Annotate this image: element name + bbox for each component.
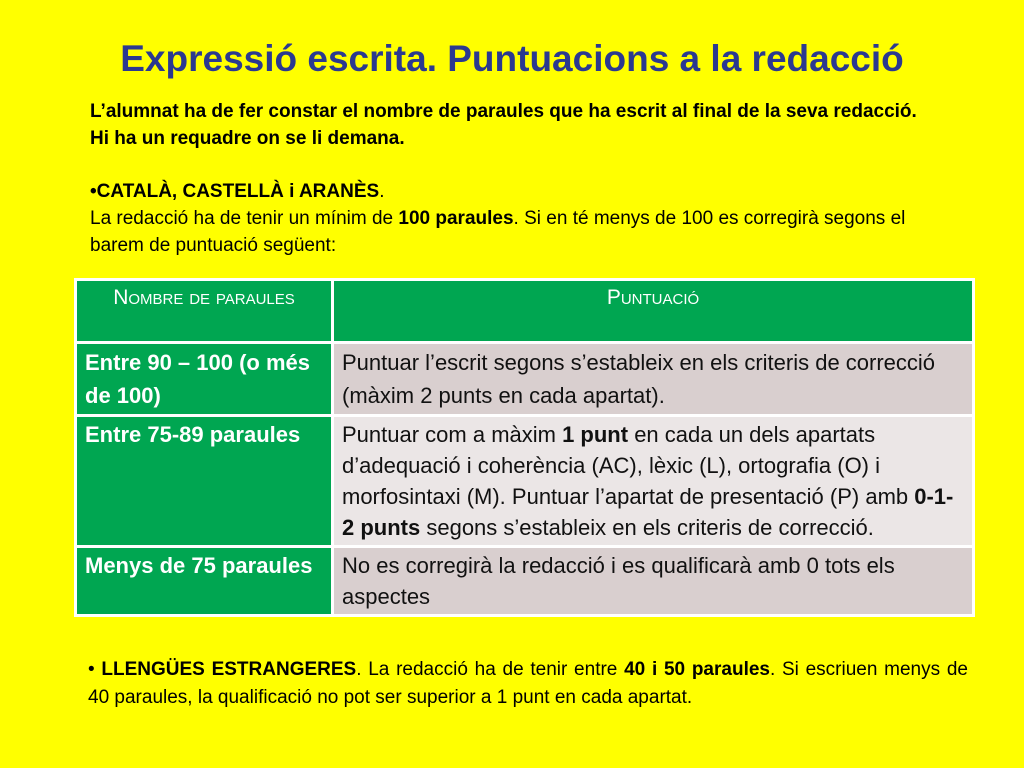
desc-text: segons s’estableix en els criteris de correcció. [420, 515, 874, 540]
catalan-min-words: 100 paraules [398, 208, 514, 229]
table-row [76, 343, 974, 416]
desc-text: en cada un dels apartats d’adequació i coherència (AC), lèxic (L), ortografia (O) i morfosintaxi (M). Puntuar l’apartat de presentació (P) amb [342, 422, 915, 509]
catalan-text-1: La redacció ha de tenir un mínim de [90, 208, 399, 229]
row-description [333, 416, 974, 547]
catalan-section [90, 178, 950, 259]
page-title: Expressió escrita. Puntuacions a la redacció [120, 38, 904, 79]
row-range: Entre 90 – 100 (o més de 100) [76, 343, 333, 416]
row-range: Menys de 75 paraules [76, 547, 333, 616]
header-score: Puntuació [333, 280, 974, 343]
desc-bold: 1 punt [562, 422, 629, 447]
catalan-text-2: . Si en té menys de 100 es corregirà segons el barem de puntuació següent: [90, 208, 906, 256]
foreign-text-1: . La redacció ha de tenir entre [356, 659, 625, 680]
row-description: Puntuar l’escrit segons s’estableix en els criteris de correcció (màxim 2 punts en cada apartat). [333, 343, 974, 416]
row-description: No es corregirà la redacció i es qualificarà amb 0 tots els aspectes [333, 547, 974, 616]
catalan-bullet: • [90, 181, 97, 202]
foreign-range: 40 i 50 paraules [624, 659, 770, 680]
foreign-text-2: . Si escriuen menys de 40 paraules, la qualificació no pot ser superior a 1 punt en cada apartat. [88, 659, 968, 708]
desc-text: Puntuar com a màxim [342, 422, 563, 447]
row-range: Entre 75-89 paraules [76, 416, 333, 547]
foreign-languages-section [88, 656, 968, 712]
desc-bold: 0-1-2 punts [342, 484, 954, 540]
table-header-row [76, 280, 974, 343]
intro-paragraph: L’alumnat ha de fer constar el nombre de paraules que ha escrit al final de la seva redacció. Hi ha un requadre on se li demana. [90, 101, 917, 149]
foreign-heading: LLENGÜES ESTRANGERES [101, 659, 357, 680]
catalan-heading-end: . [379, 181, 385, 202]
scoring-table [74, 278, 975, 617]
catalan-heading: CATALÀ, CASTELLÀ i ARANÈS [96, 181, 380, 202]
header-word-count: Nombre de paraules [76, 280, 333, 343]
table-row [76, 416, 974, 547]
table-row [76, 547, 974, 616]
foreign-bullet: • [88, 659, 95, 680]
